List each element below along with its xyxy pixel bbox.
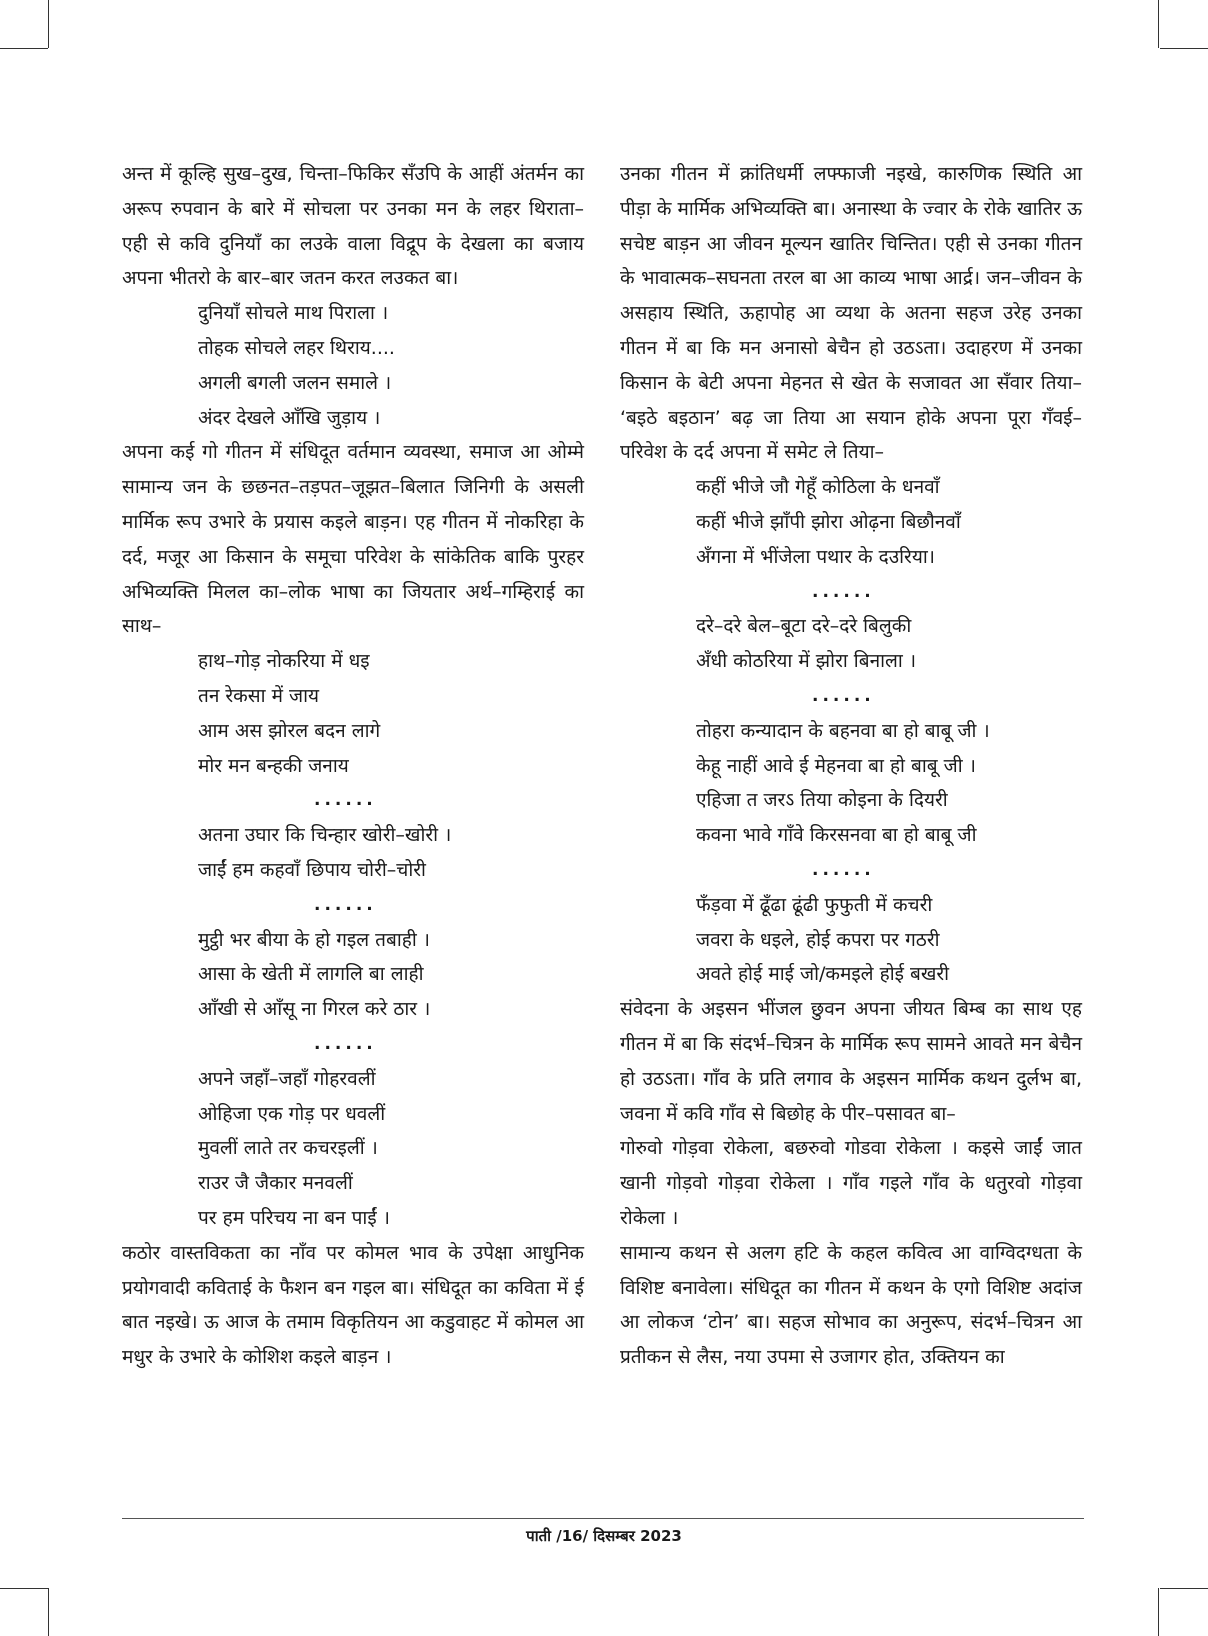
poem-line: जवरा के धइले, होई कपरा पर गठरी [696, 928, 940, 951]
paragraph: उनका गीतन में क्रांतिधर्मी लफ्फाजी नइखे, कारुणिक स्थिति आ पीड़ा के मार्मिक अभिव्यक्ति बा। अनास्था के ज्वार के रोके खातिर ऊ सचेष्ट बाड़न आ जीवन मूल्यन खातिर चिन्तित। एही से उनका गीतन के भावात्मक–सघनता तरल बा आ काव्य भाषा आर्द्र। जन–जीवन के असहाय स्थिति, ऊहापोह आ व्यथा के अतना सहज उरेह उनका गीतन में बा कि मन अनासो बेचैन हो उठऽता। उदाहरण में उनका किसान के बेटी अपना मेहनत से खेत के सजावत आ सँवार तिया– ‘बइठे बइठान’ बढ़ जा तिया आ सयान होके अपना पूरा गँवई–परिवेश के दर्द अपना में समेट ले तिया– [620, 163, 1082, 464]
poem-line: फँड़वा में ढूँढा ढूंढी फुफुती में कचरी [696, 893, 933, 916]
poem-stanza [620, 714, 1082, 853]
paragraph: संवेदना के अइसन भींजल छुवन अपना जीयत बिम्ब का साथ एह गीतन में बा कि संदर्भ–चित्रन के मार्मिक रूप सामने आवते मन बेचैन हो उठऽता। गाँव के प्रति लगाव के अइसन मार्मिक कथन दुर्लभ बा, जवना में कवि गाँव से बिछोह के पीर–पसावत बा– [620, 998, 1082, 1125]
crop-mark [1160, 1588, 1208, 1589]
poem-line: कहीं भीजे झाँपी झोरा ओढ़ना बिछौनवाँ [696, 510, 961, 533]
paragraph: कठोर वास्तविकता का नाँव पर कोमल भाव के उपेक्षा आधुनिक प्रयोगवादी कविताई के फैशन बन गइल बा। संधिदूत का कविता में ई बात नइखे। ऊ आज के तमाम विकृतियन आ कडुवाहट में कोमल आ मधुर के उभारे के कोशिश कइले बाड़न । [122, 1241, 584, 1369]
poem-line: दरे–दरे बेल–बूटा दरे–दरे बिलुकी [696, 615, 912, 638]
crop-mark [0, 1588, 48, 1589]
paragraph: अपना कई गो गीतन में संधिदूत वर्तमान व्यवस्था, समाज आ ओम्मे सामान्य जन के छछनत–तड़पत–जूझत–बिलात जिनिगी के असली मार्मिक रूप उभारे के प्रयास कइले बाड़न। एह गीतन में नोकरिहा के दर्द, मजूर आ किसान के समूचा परिवेश के सांकेतिक बाकि पुरहर अभिव्यक्ति मिलल का–लोक भाषा का जियतार अर्थ–गम्हिराई का साथ– [122, 441, 584, 638]
poem-line: अगली बगली जलन समाले । [198, 371, 392, 394]
poem-line: कवना भावे गाँवे किरसनवा बा हो बाबू जी [696, 824, 977, 847]
left-column [122, 157, 584, 1375]
paragraph: सामान्य कथन से अलग हटि के कहल कवित्व आ वाग्विदग्धता के विशिष्ट बनावेला। संधिदूत का गीतन में कथन के एगो विशिष्ट अदांज आ लोकज ‘टोन’ बा। सहज सोभाव का अनुरूप, संदर्भ–चित्रन आ प्रतीकन से लैस, नया उपमा से उजागर होत, उक्तियन का [620, 1241, 1082, 1369]
poem-stanza [122, 296, 584, 435]
footer-rule [122, 1518, 1084, 1519]
stanza-separator: ...... [314, 894, 377, 915]
crop-mark [48, 1588, 49, 1636]
stanza-separator: ...... [812, 859, 875, 880]
poem-line: आँखी से आँसू ना गिरल करे ठार । [198, 998, 431, 1021]
crop-mark [48, 0, 49, 48]
poem-line: मुट्ठी भर बीया के हो गइल तबाही । [198, 928, 431, 951]
poem-line: हाथ–गोड़ नोकरिया में धइ [198, 650, 370, 673]
poem-line: एहिजा त जरऽ तिया कोइना के दियरी [696, 789, 948, 812]
poem-stanza [122, 1062, 584, 1236]
poem-line: तोहरा कन्यादान के बहनवा बा हो बाबू जी । [696, 719, 990, 742]
page-footer: पाती /16/ दिसम्बर 2023 [526, 1527, 682, 1545]
stanza-separator: ...... [812, 685, 875, 706]
poem-line: कहीं भीजे जौ गेहूँ कोठिला के धनवाँ [696, 476, 940, 499]
poem-line: अपने जहाँ–जहाँ गोहरवलीं [198, 1067, 376, 1090]
poem-line: आसा के खेती में लागलि बा लाही [198, 963, 424, 986]
poem-line: आम अस झोरल बदन लागे [198, 719, 381, 742]
poem-line: तन रेकसा में जाय [198, 684, 320, 707]
poem-line: ओहिजा एक गोड़ पर धवलीं [198, 1102, 386, 1125]
poem-line: अंदर देखले आँखि जुड़ाय । [198, 406, 381, 429]
right-column [620, 157, 1082, 1375]
poem-stanza [620, 609, 1082, 679]
poem-line: तोहक सोचले लहर थिराय.... [198, 336, 395, 359]
poem-stanza [620, 470, 1082, 574]
crop-mark [0, 48, 48, 49]
poem-line: मुवलीं लाते तर कचरइलीं । [198, 1137, 378, 1160]
poem-stanza [122, 644, 584, 783]
poem-line: दुनियाँ सोचले माथ पिराला । [198, 302, 389, 325]
stanza-separator: ...... [314, 790, 377, 811]
poem-line: मोर मन बन्हकी जनाय [198, 754, 349, 777]
crop-mark [1158, 1588, 1159, 1636]
crop-mark [1160, 48, 1208, 49]
crop-mark [1158, 0, 1159, 48]
stanza-separator: ...... [812, 581, 875, 602]
poem-stanza [122, 818, 584, 888]
poem-line: अतना उघार कि चिन्हार खोरी–खोरी । [198, 824, 452, 847]
stanza-separator: ...... [314, 1033, 377, 1054]
poem-line: राउर जै जैकार मनवलीं [198, 1172, 353, 1195]
poem-stanza [620, 888, 1082, 992]
paragraph: गोरुवो गोड़वा रोकेला, बछरुवो गोडवा रोकेला । कइसे जाईं जात खानी गोड़वो गोड़वा रोकेला । गाँव गइले गाँव के धतुरवो गोड़वा रोकेला । [620, 1137, 1082, 1229]
poem-line: केहू नाहीं आवे ई मेहनवा बा हो बाबू जी । [696, 754, 976, 777]
poem-line: अवते होई माई जो/कमइले होई बखरी [696, 963, 950, 986]
poem-line: अँगना में भींजेला पथार के दउरिया। [696, 545, 935, 568]
poem-stanza [122, 923, 584, 1027]
poem-line: जाईं हम कहवाँ छिपाय चोरी–चोरी [198, 858, 426, 881]
paragraph: अन्त में कूल्हि सुख–दुख, चिन्ता–फिकिर सँउपि के आहीं अंतर्मन का अरूप रुपवान के बारे में सोचला पर उनका मन के लहर थिराता– एही से कवि दुनियाँ का लउके वाला विद्रूप के देखला का बजाय अपना भीतरो के बार–बार जतन करत लउकत बा। [122, 163, 584, 290]
poem-line: अँधी कोठरिया में झोरा बिनाला । [696, 650, 917, 673]
poem-line: पर हम परिचय ना बन पाईं । [198, 1206, 390, 1229]
